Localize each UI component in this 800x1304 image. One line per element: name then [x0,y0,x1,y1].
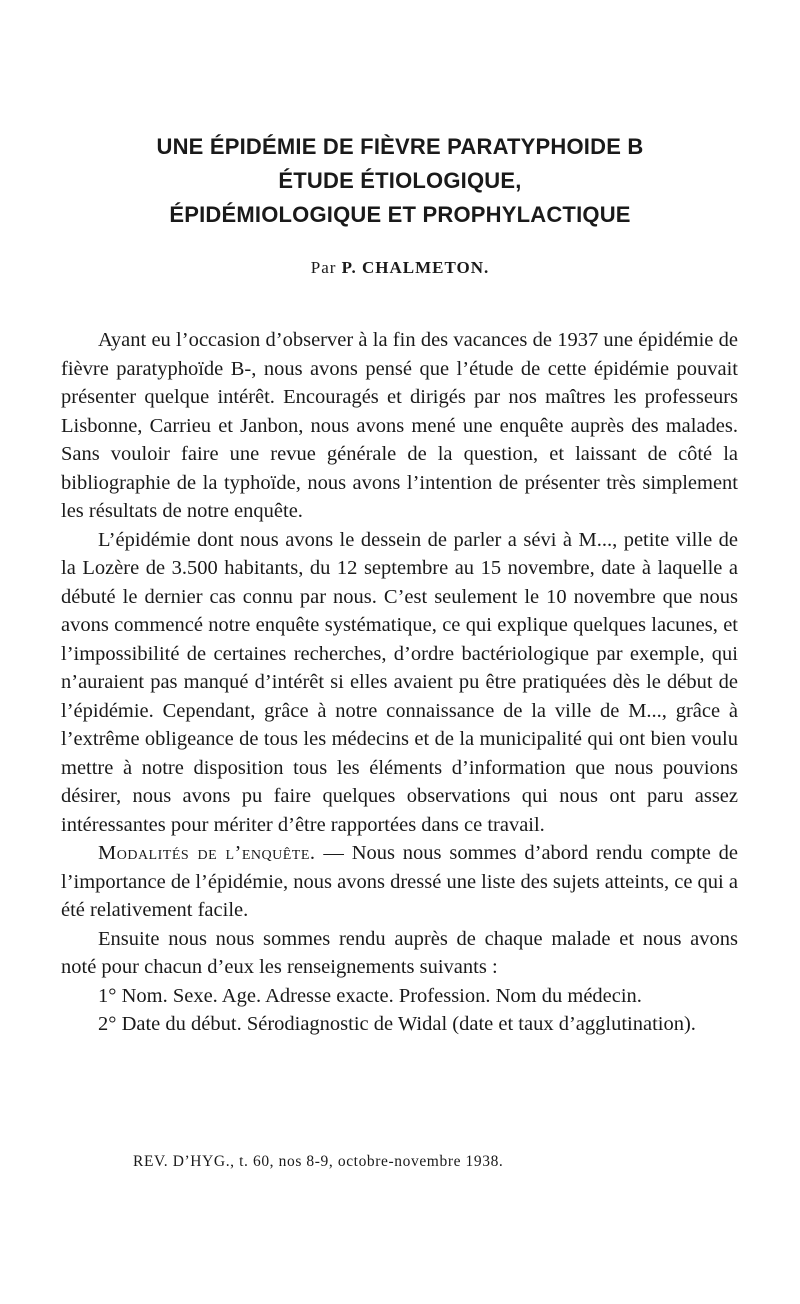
paragraph-procedure: Ensuite nous nous sommes rendu auprès de chaque malade et nous avons noté pour chacun d’eux les renseignements suivants : [61,927,738,978]
author-prefix: Par [310,258,337,277]
section-heading-modalites: Modalités de l’enquête. [98,842,316,864]
journal-footer: REV. D’HYG., t. 60, nos 8-9, octobre-novembre 1938. [133,1153,504,1170]
list-item-2: 2° Date du début. Sérodiagnostic de Widal (date et taux d’agglutination). [98,1013,696,1035]
title-line-2: ÉTUDE ÉTIOLOGIQUE, [278,168,522,193]
title-line-3: ÉPIDÉMIOLOGIQUE ET PROPHYLACTIQUE [169,202,631,227]
article-title [0,130,800,232]
paragraph-modalites-text: — Nous nous sommes d’abord rendu compte de l’importance de l’épidémie, nous avons dressé une liste des sujets atteints, ce qui a été relativement facile. [61,842,738,921]
article-body [61,326,738,1039]
paragraph-modalites [61,839,738,925]
author-name: P. CHALMETON. [341,258,490,277]
paragraph-intro: Ayant eu l’occasion d’observer à la fin des vacances de 1937 une épidémie de fièvre paratyphoïde B-, nous avons pensé que l’étude de cette épidémie pouvait présenter quelque intérêt. Encouragés et dirigés par nos maîtres les professeurs Lisbonne, Carrieu et Janbon, nous avons mené une enquête auprès des malades. Sans vouloir faire une revue générale de la question, et laissant de côté la bibliographie de la typhoïde, nous avons l’intention de présenter très simplement les résultats de notre enquête. [61,329,738,522]
title-line-1: UNE ÉPIDÉMIE DE FIÈVRE PARATYPHOIDE B [156,134,644,159]
list-item-1: 1° Nom. Sexe. Age. Adresse exacte. Profession. Nom du médecin. [98,984,642,1007]
author-line [0,258,800,278]
paragraph-epidemic: L’épidémie dont nous avons le dessein de parler a sévi à M..., petite ville de la Lozère de 3.500 habitants, du 12 septembre au 15 novembre, date à laquelle a débuté le dernier cas connu par nous. C’est seulement le 10 novembre que nous avons commencé notre enquête systématique, ce qui explique quelques lacunes, et l’impossibilité de certaines recherches, d’ordre bactériologique par exemple, qui n’auraient pas manqué d’intérêt si elles avaient pu être pratiquées dès le début de l’épidémie. Cependant, grâce à notre connaissance de la ville de M..., grâce à l’extrême obligeance de tous les médecins et de la municipalité qui ont bien voulu mettre à notre disposition tous les éléments d’information que nous pouvions désirer, nous avons pu faire quelques observations qui nous ont paru assez intéressantes pour mériter d’être rapportées dans ce travail. [61,528,738,836]
